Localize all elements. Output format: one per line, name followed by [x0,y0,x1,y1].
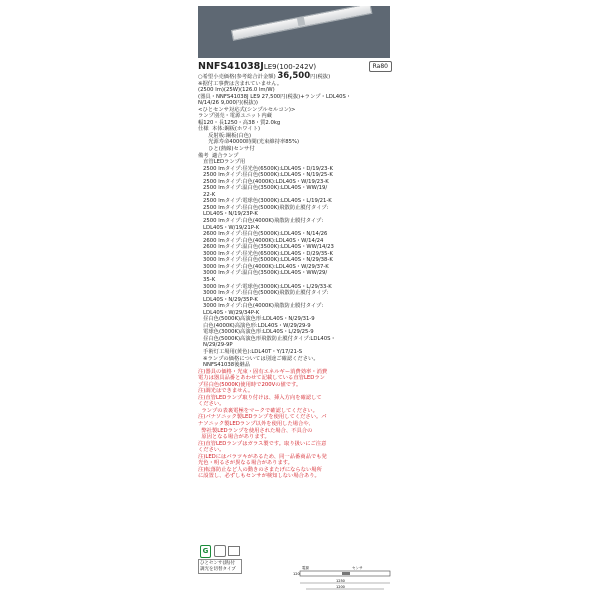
spec-line: ひと(熱線)センサ付 [198,146,255,153]
ra-badge: Ra80 [369,61,392,72]
power-label: 電源 [302,566,309,570]
sensor-outline [342,572,350,575]
price-unit: 円(税抜) [310,74,331,80]
product-photo [198,6,390,58]
price-value: 36,500 [277,71,311,81]
spec-line: 注)転落防止など人の動きのさまたげにならない場所 [198,466,322,473]
spec-line: 3000 lmタイプ:白色(4000K):LDL40S・W/29/37-K [198,263,329,270]
spec-line: ※据付工事費は含まれていません。 [198,80,283,87]
spec-line: に設置し、必ずしもセンサが検知しない場合あり。 [198,473,320,480]
spec-line: 3000 lmタイプ:昼白色(5000K):LDL40S・N/29/38-K [198,257,333,264]
spec-line: 2600 lmタイプ:温白色(3500K):LDL40S・WW/14/23 [198,244,334,251]
spec-line: ナソニック製LEDランプ以外を使用した場合や、 [198,420,314,427]
spec-line: 2500 lmタイプ:電球色(3000K):LDL40S・L/19/21-K [198,198,332,205]
spec-text [198,73,396,480]
spec-line: 2600 lmタイプ:白色(4000K):LDL40S・W/14/24 [198,237,324,244]
spec-line: (2500 lm)(25W)(126.0 lm/W) [198,87,275,94]
spec-line: ランプの表裏電極をマークで確認してください。 [198,407,318,414]
spec-line: LDL40S・W/19/21P-K [198,224,260,231]
spec-line: 2500 lmタイプ:白色(4000K):LDL40S・W/19/23-K [198,178,329,185]
spec-line: 3000 lmタイプ:電球色(3000K):LDL40S・L/29/33-K [198,283,332,290]
sensor-icon [297,17,305,26]
spec-line: プ昼白色(5000K)使用時で200Vの値です。 [198,381,302,388]
lamp-type-icon [214,545,226,557]
spec-line: 弊社製LEDランプを使用された場合、不具合の [198,427,313,434]
spec-line: 昼白色(5000K)高演色形:LDL40S・N/29/31-9 [198,316,315,323]
spec-line: 白色(4000K)高演色形:LDL40S・W/29/29-9 [198,322,311,329]
spec-line: 光色・明るさが異なる場合があります。 [198,460,293,467]
spec-line: (器具・NNFS41038J LE9 27,500円(税抜)+ランプ・LDL40S・ [198,93,352,100]
spec-line: 注)調光はできません。 [198,388,254,395]
spec-line: 備考 適合ランプ [198,152,239,159]
spec-line: 2500 lmタイプ:白色(4000K)飛散防止膜付タイプ: [198,218,324,225]
spec-line: 注)LEDにはバラツキがあるため、同一品番商品でも発 [198,453,327,460]
spec-line: 注)器具の価格・光束・固有エネルギー消費効率・消費 [198,368,328,375]
dimension-diagram [292,565,398,595]
spec-line: 2500 lmタイプ:昼光色(6500K):LDL40S・D/19/23-K [198,165,333,172]
spec-line: 注)直管LEDランプはガラス製です。取り扱いにご注意 [198,440,327,447]
spec-line: 3000 lmタイプ:昼光色(6500K):LDL40S・D/29/35-K [198,250,333,257]
spec-line: LDL40S・N/19/23P-K [198,211,258,218]
spec-line: 注)パナソニック製LEDランプを使用してください。パ [198,414,327,421]
spec-line: 2600 lmタイプ:昼白色(5000K):LDL40S・N/14/26 [198,231,328,238]
spec-line: 3000 lmタイプ:白色(4000K)飛散防止膜付タイプ: [198,303,324,310]
spec-line: 3000 lmタイプ:温白色(3500K):LDL40S・WW/29/ [198,270,328,277]
spec-line: N/29/29-9P [198,342,233,349]
spec-line: 2500 lmタイプ:温白色(3500K):LDL40S・WW/19/ [198,185,328,192]
spec-line: 手術灯工場用(黄色):LDL40T・Y/17/21-S [198,348,303,355]
spec-line: ※ランプの価格については別途ご確認ください。 [198,355,319,362]
spec-line: 光源寿命40000時間(光束維持率85%) [198,139,300,146]
spec-line: 原因となる場合があります。 [198,434,270,441]
dim-a-label: 1250 [336,579,345,583]
dim-c-label: 120 [293,572,300,576]
spec-line: 35-K [198,276,216,283]
spec-line: ください。 [198,447,225,454]
spec-line: 3000 lmタイプ:昼白色(5000K)飛散防止膜付タイプ: [198,290,329,297]
spec-line: 2500 lmタイプ:昼白色(5000K):LDL40S・N/19/25-K [198,172,333,179]
sensor-label: センサ [352,566,363,570]
spec-line: 直管LEDランプ用 [198,159,246,166]
spec-line: 昼白色(5000K)高演色形飛散防止膜付タイプ:LDL40S・ [198,335,336,342]
spec-line: N/14/26 9,000円(税抜)) [198,100,258,107]
price-label-2: 総合計金額) [247,74,276,80]
spec-line: 幅120・長1250・高38・質2.0kg [198,119,281,126]
fixture-image [231,6,372,41]
spec-line: 仕様 本体:鋼板(ホワイト) [198,126,261,133]
spec-line: 電球色(3000K)高演色形:LDL40S・L/29/25-9 [198,329,314,336]
sensor-type-icon [228,546,240,556]
spec-line: 反射板:鋼板(白色) [198,132,252,139]
green-purchase-icon: G [200,545,211,558]
feature-tag: ひとセンサ(熱)付 調光を切替タイプ [198,559,242,574]
certification-logos [198,545,258,585]
model-number: NNFS41038JLE9(100-242V) [198,61,317,72]
spec-line: 2500 lmタイプ:昼白色(5000K)飛散防止膜付タイプ: [198,204,329,211]
spec-line: ランプ別売・電源ユニット内蔵 [198,113,272,120]
spec-line: 22-K [198,191,216,198]
spec-line: NNFS41038後継品 [198,362,251,369]
spec-line: 注)直管LEDランプ取り付けは、挿入方向を確認して [198,394,322,401]
spec-line: 電力は器具品番とあわせて記載している直管LEDラン [198,375,325,382]
spec-line: <ひとセンサ対応式(シンプルセルコン)> [198,106,296,113]
price-label: ○希望小売価格(参考 [198,74,248,80]
spec-line: ください。 [198,401,225,408]
dim-b-label: 1200 [336,585,345,589]
spec-line: LDL40S・W/29/34P-K [198,309,260,316]
spec-line: LDL40S・N/29/35P-K [198,296,258,303]
